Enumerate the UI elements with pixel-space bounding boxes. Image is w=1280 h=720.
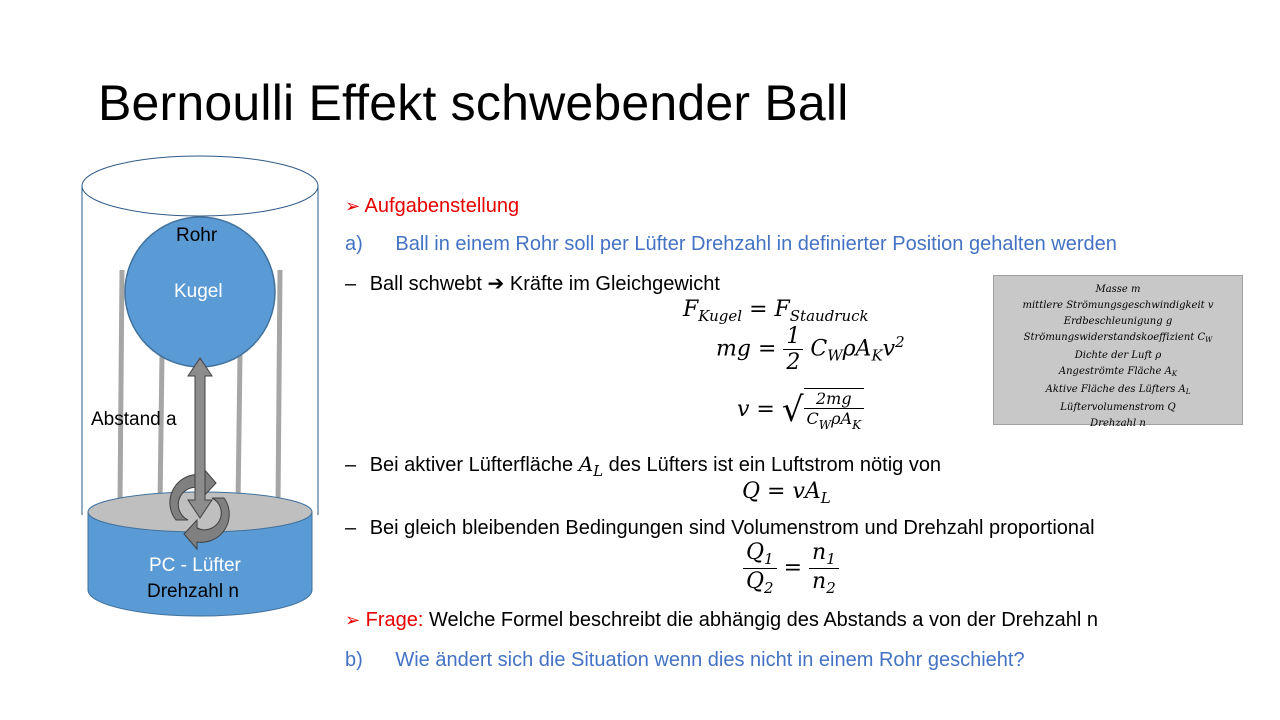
bullet-airflow: – Bei aktiver Lüfterfläche $A_L$ des Lüfters ist ein Luftstrom nötig von <box>345 452 942 480</box>
abstand-label: Abstand a <box>91 409 177 430</box>
arrow-bullet-icon: ➢ <box>345 196 361 216</box>
legend-line: Erdbeschleunigung g <box>1063 316 1173 327</box>
kugel-label: Kugel <box>174 281 223 302</box>
dash-bullet-icon: – <box>345 273 357 295</box>
rohr-label: Rohr <box>176 225 218 246</box>
arrow-bullet-icon: ➢ <box>345 610 361 630</box>
equation-ratio: $\frac{Q_1}{Q_2}$ = $\frac{n_1}{n_2}$ <box>743 540 839 597</box>
right-arrow-icon: ➔ <box>487 273 505 295</box>
legend-line: Dichte der Luft ρ <box>1074 350 1162 361</box>
task-heading: ➢ Aufgabenstellung <box>345 195 520 217</box>
legend-line: Strömungswiderstandskoeffizient $C_W$ <box>1023 332 1213 344</box>
dash-bullet-icon: – <box>345 517 357 539</box>
legend-line: Angeströmte Fläche $A_K$ <box>1058 366 1178 378</box>
item-b: b) Wie ändert sich die Situation wenn dies nicht in einem Rohr geschieht? <box>345 649 1025 671</box>
item-a: a) Ball in einem Rohr soll per Lüfter Drehzahl in definierter Position gehalten werden <box>345 233 1117 255</box>
legend-line: Masse m <box>1095 284 1141 295</box>
equation-q: $Q = vA_L$ <box>742 479 831 507</box>
dash-bullet-icon: – <box>345 454 357 476</box>
fan-label-line2: Drehzahl n <box>147 581 239 602</box>
bullet-forces: – Ball schwebt ➔ Kräfte im Gleichgewicht <box>345 273 720 295</box>
page-title: Bernoulli Effekt schwebender Ball <box>98 75 849 131</box>
legend-line: Drehzahl n <box>1090 418 1146 429</box>
bullet-proportional: – Bei gleich bleibenden Bedingungen sind Volumenstrom und Drehzahl proportional <box>345 517 1095 539</box>
equation-v: v = √ $\frac{2mg}{C_W\rho A_K}$ <box>737 388 864 432</box>
question: ➢ Frage: Welche Formel beschreibt die abhängig des Abstands a von der Drehzahl n <box>345 609 1098 631</box>
variable-legend <box>993 275 1243 429</box>
legend-line: Lüftervolumenstrom Q <box>1060 402 1176 413</box>
legend-line: mittlere Strömungsgeschwindigkeit v <box>1022 300 1214 311</box>
legend-line: Aktive Fläche des Lüfters $A_L$ <box>1045 384 1191 396</box>
tube-diagram <box>0 0 340 720</box>
equation-forces: $F_{Kugel} = F_{Staudruck}$ <box>683 297 869 325</box>
equation-mg: mg = $\frac{1}{2}$ $C_W\rho A_Kv^2$ <box>716 324 905 375</box>
fan-label-line1: PC - Lüfter <box>149 555 241 576</box>
